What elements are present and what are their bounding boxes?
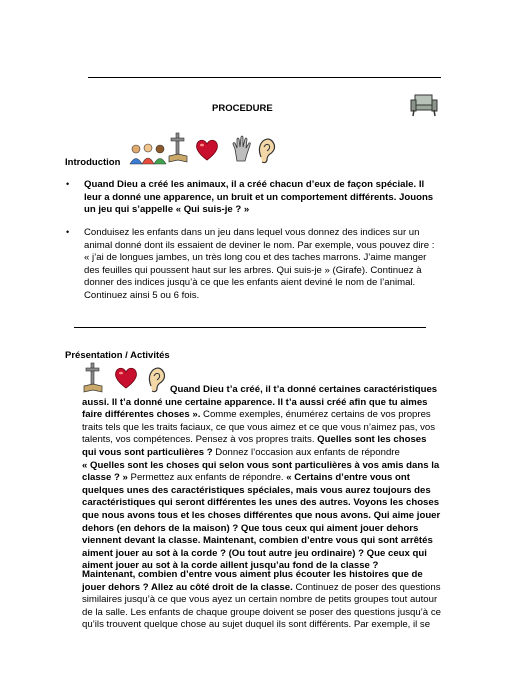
text-segment: classe ? » [82,472,128,484]
text-segment: aussi. Il t’a donné une certaine apparence. Il t’a aussi créé afin que tu aimes [82,396,428,408]
text-segment: aiment jouer au sot à la corde ? (Ou tout autre jeu ordinaire) ? Que ceux qui [82,547,427,559]
text-line [82,422,482,435]
children-group-icon [128,142,168,166]
text-line: Conduisez les enfants dans un jeu dans lequel vous donnez des indices sur un [84,227,420,238]
text-segment: caractéristiques qui seront différentes les unes des autres. Voyons les choses [82,497,440,509]
text-line [82,510,482,523]
text-segment: Comme exemples, énumérez certains de vos propres [200,409,431,421]
text-line: des feuilles qui poussent haut sur les arbres. Qui suis-je » (Girafe). Continuez à [84,264,422,276]
activities-paragraph-2 [82,569,482,632]
heart-icon [194,138,220,162]
text-segment: qui vous sont particulières ? [82,446,213,458]
page-title: PROCEDURE [212,103,273,114]
text-line [82,384,482,397]
text-segment: « Quelles sont les choses qui selon vous sont particulières à vos amis dans la [82,459,440,471]
text-line: Quand Dieu a créé les animaux, il a créé chacun d’eux de façon spéciale. Il [84,179,425,190]
text-segment: traits tels que les traits faciaux, ce que vous aimez et ce que vous n’aimez pas, vos [82,421,436,433]
text-line [82,548,482,561]
ear-icon [255,137,277,165]
text-line [82,497,482,510]
text-line [82,582,482,595]
text-segment: qu’ils trouvent quelque chose au sujet duquel ils sont différents. Par exemple, il se [82,619,431,631]
text-segment: Quelles sont les choses [317,434,427,446]
text-line [82,607,482,620]
text-line [82,535,482,548]
activities-heading: Présentation / Activités [65,350,170,361]
intro-bullet-1 [84,179,484,217]
text-segment: Permettez aux enfants de répondre. [127,472,287,484]
top-divider [88,77,441,78]
middle-divider [74,327,426,328]
text-segment: de la salle. Les enfants de chaque groupe doivent se poser des questions jusqu’à ce [82,606,441,618]
text-line: animal donné dont ils essaient de deviner le nom. Par exemple, vous pouvez dire : [84,239,435,251]
cross-bible-icon [167,132,189,164]
bullet-marker: • [66,227,70,237]
text-segment: « Certains d’entre vous ont [286,472,410,484]
text-line [82,523,482,536]
text-segment: dehors (en dehors de la maison) ? Que tous ceux qui aiment jouer dehors [82,522,419,534]
text-segment: faire différentes choses ». [82,409,201,421]
text-segment: talents, vos compétences. Pensez à vos propres traits. [82,434,318,446]
text-segment: aiment jouer au sot à la corde aillent jusqu’au fond de la classe ? [82,560,379,572]
armchair-icon [410,93,438,117]
text-line [82,594,482,607]
text-line: un jeu qui s’appelle « Qui suis-je ? » [84,204,250,216]
text-line: « j’ai de longues jambes, un très long cou et des taches marrons. J’aime manger [84,252,427,264]
text-segment: quelques unes des caractéristiques spéciales, mais vous aurez toujours des [82,484,431,496]
text-line: Continuez ainsi 5 ou 6 fois. [84,289,200,301]
text-segment: jouer dehors ? Allez au côté droit de la classe. [82,581,293,593]
text-line [82,472,482,485]
text-line [82,485,482,498]
text-segment: Donnez l’occasion aux enfants de répondre [212,446,400,458]
text-segment: que nous avons tous et les choses différentes que nous avons. Qui aime jouer [82,509,441,521]
text-segment: Continuez de poser des questions [292,581,441,593]
text-line: donner des indices jusqu’à ce que les enfants aient deviné le nom de l’animal. [84,277,416,289]
text-line [82,447,482,460]
text-line [82,460,482,473]
intro-bullet-2 [84,227,484,303]
text-segment: similaires jusqu’à ce que vous ayez un certain nombre de petits groupes tout autour [82,594,438,606]
text-line [82,569,482,582]
hand-icon [230,135,254,163]
text-line: leur a donné une apparence, un bruit et un comportement différents. Jouons [84,191,434,203]
text-line [82,409,482,422]
text-segment: viennent devant la classe. Maintenant, combien d’entre vous qui sont arrêtés [82,535,433,547]
bullet-marker: • [66,179,70,189]
text-line [82,397,482,410]
activities-paragraph-1 [82,384,482,573]
text-segment: Maintenant, combien d’entre vous aiment plus écouter les histoires que de [82,569,423,580]
text-segment: Quand Dieu t’a créé, il t’a donné certaines caractéristiques [170,384,438,395]
text-line [82,619,482,632]
text-line [82,434,482,447]
introduction-heading: Introduction [65,157,121,168]
